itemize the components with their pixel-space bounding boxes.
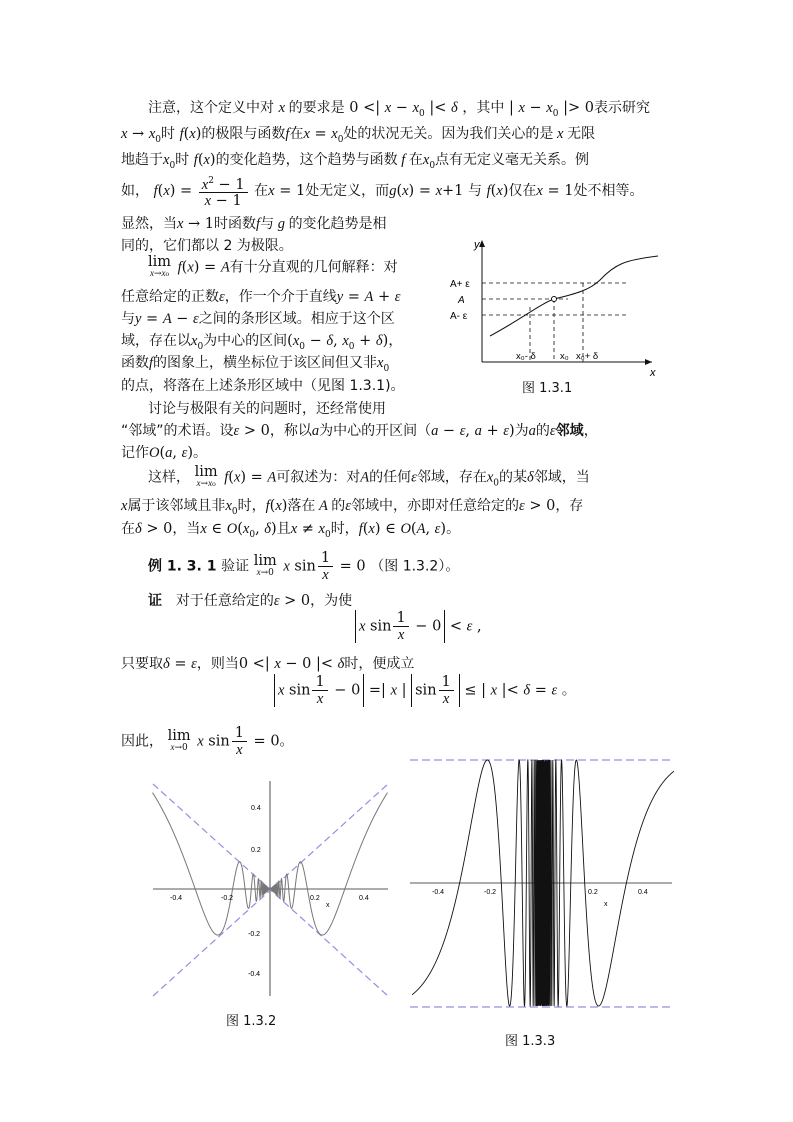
fig2-tick-y04: 0.4	[251, 805, 261, 812]
fig3-caption: 图 1.3.3	[505, 1034, 556, 1049]
fig2-caption: 图 1.3.2	[226, 1014, 277, 1029]
fig2-tick-ym04: -0.4	[248, 971, 261, 978]
fig3-tick-xm04: -0.4	[432, 889, 445, 896]
para1-line6: 同的，它们都以 2 为极限。	[121, 238, 293, 254]
geo-line3: 与y = A − ε之间的条形区域。相应于这个区	[121, 311, 395, 327]
fraction-x2-1-over-x-1: $\frac{x^2 - 1}{x - 1}$	[199, 173, 248, 210]
figure-1-3-1	[440, 232, 680, 392]
example-line: 例 1. 3. 1 验证 lim x→0 x sin $\frac{1}{x}$ = 0 （图 1.3.2）。	[148, 550, 460, 583]
fig2-tick-xm04: -0.4	[170, 895, 183, 902]
fig1-caption: 图 1.3.1	[522, 381, 573, 396]
fig2-tick-x04: 0.4	[359, 895, 369, 902]
para3-line1: 这样， lim x→x₀ f(x) = A可叙述为：对A的任何ε邻域，存在$x_0$的某δ邻域，当	[148, 464, 590, 489]
fig3-tick-x04: 0.4	[638, 889, 648, 896]
fig1-hollow-point	[552, 297, 557, 302]
geo-line1: lim x→x₀ f(x) = A有十分直观的几何解释：对	[148, 254, 398, 279]
fig2-x-label: x	[326, 902, 330, 909]
fig2-tick-xm02: -0.2	[221, 895, 234, 902]
geo-line5: 函数f的图象上，横坐标位于该区间但又非$x_0$	[121, 355, 390, 374]
para1-line3: 地趋于$x_0$时 f(x)的变化趋势，这个趋势与函数 f 在$x_0$点有无定义毫无关系。例	[121, 152, 590, 171]
proof-line: 证 对于任意给定的ε > 0，为使	[148, 593, 353, 609]
fig3-tick-xm02: -0.2	[484, 889, 497, 896]
fig3-tick-x02: 0.2	[588, 889, 598, 896]
para1-line1: 注意，这个定义中对 x 的要求是 0 <| $x - x_0$ |< δ ，其中 | $x - x_0$ |> 0表示研究	[148, 100, 650, 119]
fig2-tick-x02: 0.2	[310, 895, 320, 902]
figure-1-3-3	[410, 756, 675, 1013]
only-take-line: 只要取δ = ε，则当0 <| x − 0 |< δ时，便成立	[121, 656, 415, 672]
fig1-a-plus-label: A+ ε	[450, 279, 470, 290]
fig2-tick-y02: 0.2	[251, 847, 261, 854]
para3-line3: 在δ > 0，当x ∈ $O(x_0$, δ)且$x \ne x_0$时，f(x) ∈ O(A, ε)。	[121, 521, 461, 540]
fig1-x0p-text: x₀+ δ	[576, 351, 599, 362]
geo-line7: 讨论与极限有关的问题时，还经常使用	[148, 401, 386, 417]
equation-1: x sin $\frac{1}{x}$ − 0 < ε ,	[355, 610, 482, 643]
figure-1-3-2	[148, 776, 393, 1001]
equation-2: x sin $\frac{1}{x}$ − 0 =| x | sin $\frac{1}{x}$ ≤ | x |< δ = ε 。	[274, 674, 576, 707]
fig1-x0m-text: x₀- δ	[516, 351, 536, 362]
fig1-x0-text: x₀	[560, 351, 569, 362]
therefore-line: 因此， lim x→0 x sin $\frac{1}{x}$ = 0。	[121, 725, 294, 758]
para1-line2: $x \to x_0$时 f(x)的极限与函数f在$x = x_0$处的状况无关。因为我们关心的是 x 无限	[121, 126, 596, 145]
para1-line5: 显然，当x → 1时函数f与 g 的变化趋势是相	[121, 216, 387, 232]
fig3-x-label: x	[604, 901, 608, 908]
geo-line6: 的点，将落在上述条形区域中（见图 1.3.1)。	[121, 378, 405, 394]
para3-line2: x属于该邻域且非$x_0$时，f(x)落在 A 的ε邻域中，亦即对任意给定的ε > 0，存	[121, 498, 584, 517]
para1-line4: 如， f(x) = $\frac{x^2 - 1}{x - 1}$ 在x = 1处无定义，而g(x) = x+1 与 f(x)仅在x = 1处不相等。	[121, 172, 643, 210]
fig1-x-label: x	[650, 367, 656, 379]
geo-line4: 域，存在以$x_0$为中心的区间($x_0 - \delta$, $x_0 + \delta$)，	[121, 333, 403, 352]
fig1-y-label: y	[474, 239, 480, 251]
geo-line9: 记作O(a, ε)。	[121, 445, 208, 461]
fig2-tick-ym02: -0.2	[248, 931, 261, 938]
fig1-a-label: A	[458, 295, 465, 306]
fig1-curve	[490, 256, 658, 336]
fig1-a-minus-label: A- ε	[450, 311, 468, 322]
geo-line2: 任意给定的正数ε，作一个介于直线y = A + ε	[121, 289, 401, 305]
geo-line8: “邻域”的术语。设ε > 0，称以a为中心的开区间（a − ε, a + ε)为a的ε邻域，	[121, 423, 599, 439]
